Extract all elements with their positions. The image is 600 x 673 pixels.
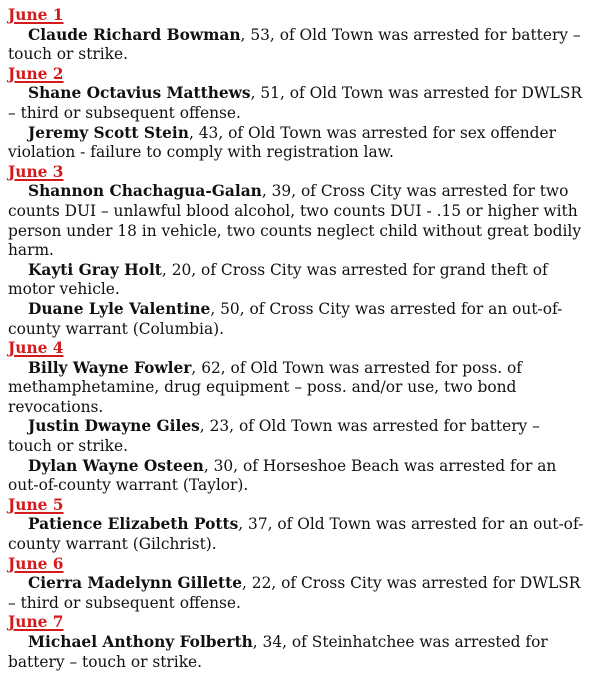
arrest-entry bbox=[8, 124, 584, 163]
entry-details: , 34, of Steinhatchee was arrested for battery – touch or strike. bbox=[8, 633, 548, 671]
day-section bbox=[8, 339, 584, 496]
person-name: Dylan Wayne Osteen bbox=[28, 456, 204, 475]
entry-details: , 39, of Cross City was arrested for two counts DUI – unlawful blood alcohol, two counts DUI - .15 or higher with person under 18 in vehicle, two counts neglect child without great bodily harm. bbox=[8, 182, 582, 260]
day-section bbox=[8, 555, 584, 614]
day-section bbox=[8, 6, 584, 65]
person-name: Shane Octavius Matthews bbox=[28, 84, 251, 103]
date-heading: June 5 bbox=[8, 495, 64, 514]
entry-details: , 53, of Old Town was arrested for battery – touch or strike. bbox=[8, 25, 581, 64]
day-section bbox=[8, 496, 584, 555]
person-name: Duane Lyle Valentine bbox=[28, 299, 211, 318]
entry-details: , 37, of Old Town was arrested for an out-of-county warrant (Gilchrist). bbox=[8, 515, 584, 554]
day-section bbox=[8, 163, 584, 339]
date-heading: June 6 bbox=[8, 554, 64, 573]
arrest-entry bbox=[8, 515, 584, 554]
date-heading: June 3 bbox=[8, 162, 64, 181]
day-section bbox=[8, 613, 584, 672]
entry-details: , 20, of Cross City was arrested for grand theft of motor vehicle. bbox=[8, 260, 548, 299]
entry-details: , 30, of Horseshoe Beach was arrested for an out-of-county warrant (Taylor). bbox=[8, 456, 557, 495]
entry-details: , 22, of Cross City was arrested for DWLSR – third or subsequent offense. bbox=[8, 574, 581, 612]
date-heading: June 2 bbox=[8, 64, 64, 83]
person-name: Cierra Madelynn Gillette bbox=[28, 574, 243, 593]
entry-details: , 43, of Old Town was arrested for sex offender violation - failure to comply with registration law. bbox=[8, 123, 556, 162]
arrest-entry bbox=[8, 457, 584, 496]
arrest-entry bbox=[8, 26, 584, 65]
arrest-entry bbox=[8, 182, 584, 260]
arrest-entry bbox=[8, 574, 584, 613]
entry-details: , 51, of Old Town was arrested for DWLSR – third or subsequent offense. bbox=[8, 84, 583, 122]
entry-details: , 23, of Old Town was arrested for battery – touch or strike. bbox=[8, 417, 540, 456]
person-name: Shannon Chachagua-Galan bbox=[28, 182, 262, 201]
arrest-entry bbox=[8, 261, 584, 300]
person-name: Jeremy Scott Stein bbox=[28, 123, 189, 142]
person-name: Justin Dwayne Giles bbox=[28, 417, 200, 436]
arrest-entry bbox=[8, 300, 584, 339]
arrest-entry bbox=[8, 633, 584, 672]
person-name: Michael Anthony Folberth bbox=[28, 633, 253, 651]
date-heading: June 7 bbox=[8, 613, 64, 632]
date-heading: June 1 bbox=[8, 6, 64, 24]
entry-details: , 50, of Cross City was arrested for an out-of-county warrant (Columbia). bbox=[8, 299, 563, 338]
arrest-entry bbox=[8, 417, 584, 456]
person-name: Claude Richard Bowman bbox=[28, 25, 241, 44]
date-heading: June 4 bbox=[8, 339, 64, 358]
entry-details: , 62, of Old Town was arrested for poss. of methamphetamine, drug equipment – poss. and/or use, two bond revocations. bbox=[8, 358, 522, 416]
arrest-entry bbox=[8, 84, 584, 123]
arrest-entry bbox=[8, 359, 584, 418]
person-name: Billy Wayne Fowler bbox=[28, 358, 192, 377]
person-name: Patience Elizabeth Potts bbox=[28, 515, 239, 534]
person-name: Kayti Gray Holt bbox=[28, 260, 162, 279]
day-section bbox=[8, 65, 584, 163]
